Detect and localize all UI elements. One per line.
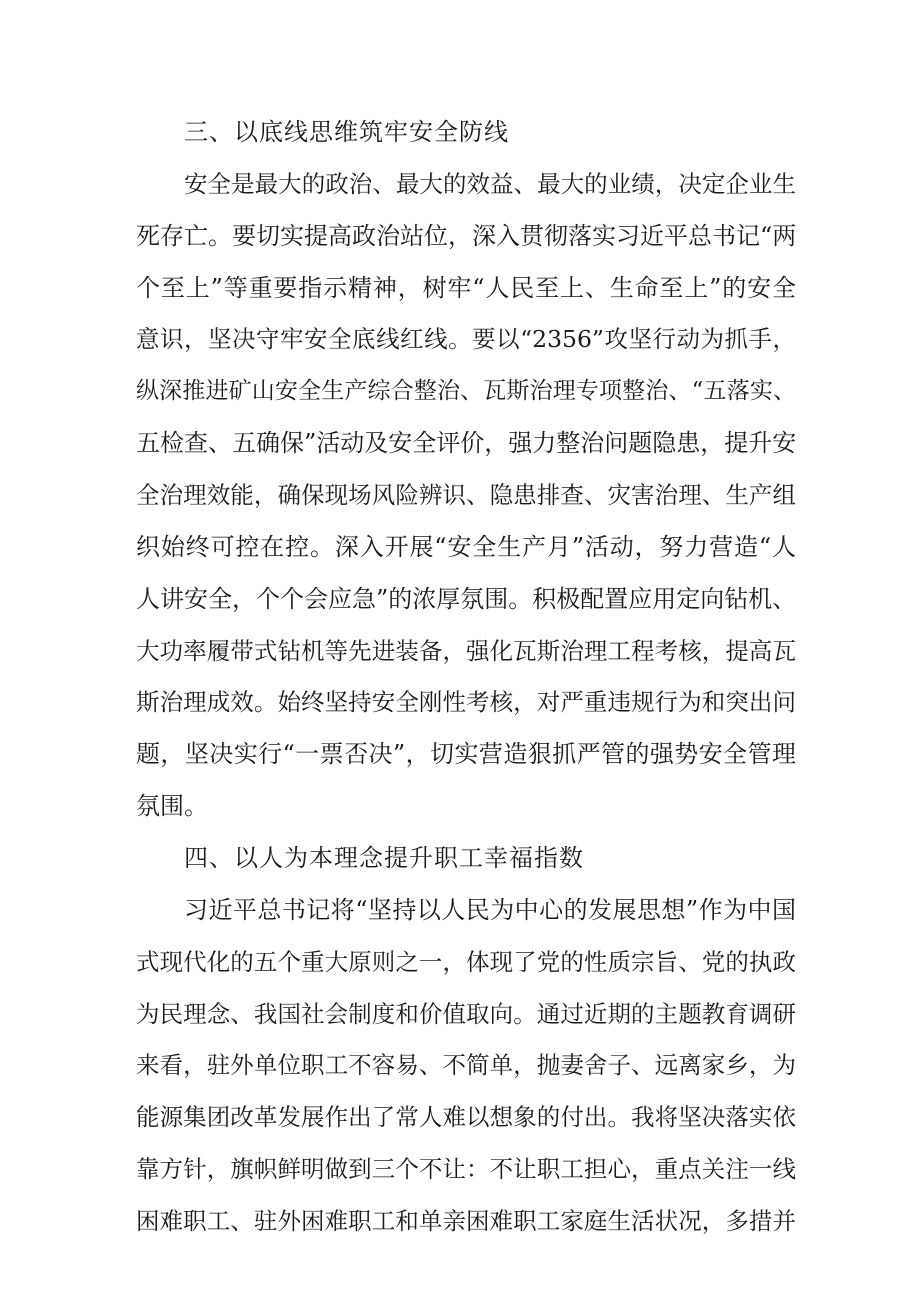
paragraph-line: 为民理念、我国社会制度和价值取向。通过近期的主题教育调研 [136, 1000, 796, 1028]
paragraph-line: 织始终可控在控。深入开展“安全生产月”活动，努力营造“人 [136, 533, 796, 561]
paragraph-line: 氛围。 [136, 792, 208, 820]
paragraph-line: 大功率履带式钻机等先进装备，强化瓦斯治理工程考核，提高瓦 [136, 637, 796, 665]
paragraph-line: 个至上”等重要指示精神，树牢“人民至上、生命至上”的安全 [136, 274, 796, 302]
paragraph-line: 死存亡。要切实提高政治站位，深入贯彻落实习近平总书记“两 [136, 222, 797, 250]
section-heading-3: 三、以底线思维筑牢安全防线 [184, 118, 509, 146]
paragraph-line: 纵深推进矿山安全生产综合整治、瓦斯治理专项整治、“五落实、 [136, 378, 796, 404]
paragraph-line: 式现代化的五个重大原则之一，体现了党的性质宗旨、党的执政 [136, 948, 796, 976]
paragraph-line: 题，坚决实行“一票否决”，切实营造狠抓严管的强势安全管理 [136, 740, 796, 768]
paragraph-line: 斯治理成效。始终坚持安全刚性考核，对严重违规行为和突出问 [136, 688, 796, 716]
paragraph-line: 靠方针，旗帜鲜明做到三个不让：不让职工担心，重点关注一线 [136, 1155, 796, 1183]
paragraph-line: 来看，驻外单位职工不容易、不简单，抛妻舍子、远离家乡，为 [136, 1051, 796, 1079]
paragraph-line: 困难职工、驻外困难职工和单亲困难职工家庭生活状况，多措并 [136, 1207, 796, 1235]
paragraph-line: 人讲安全，个个会应急”的浓厚氛围。积极配置应用定向钻机、 [136, 585, 797, 613]
paragraph-line: 能源集团改革发展作出了常人难以想象的付出。我将坚决落实依 [136, 1103, 796, 1131]
section-heading-4: 四、以人为本理念提升职工幸福指数 [184, 844, 584, 872]
paragraph-line: 安全是最大的政治、最大的效益、最大的业绩，决定企业生 [184, 170, 796, 198]
paragraph-line: 全治理效能，确保现场风险辨识、隐患排查、灾害治理、生产组 [136, 481, 796, 509]
paragraph-line: 意识，坚决守牢安全底线红线。要以“2356”攻坚行动为抓手， [136, 325, 796, 353]
paragraph-line: 五检查、五确保”活动及安全评价，强力整治问题隐患，提升安 [136, 429, 797, 457]
paragraph-line: 习近平总书记将“坚持以人民为中心的发展思想”作为中国 [184, 896, 796, 924]
